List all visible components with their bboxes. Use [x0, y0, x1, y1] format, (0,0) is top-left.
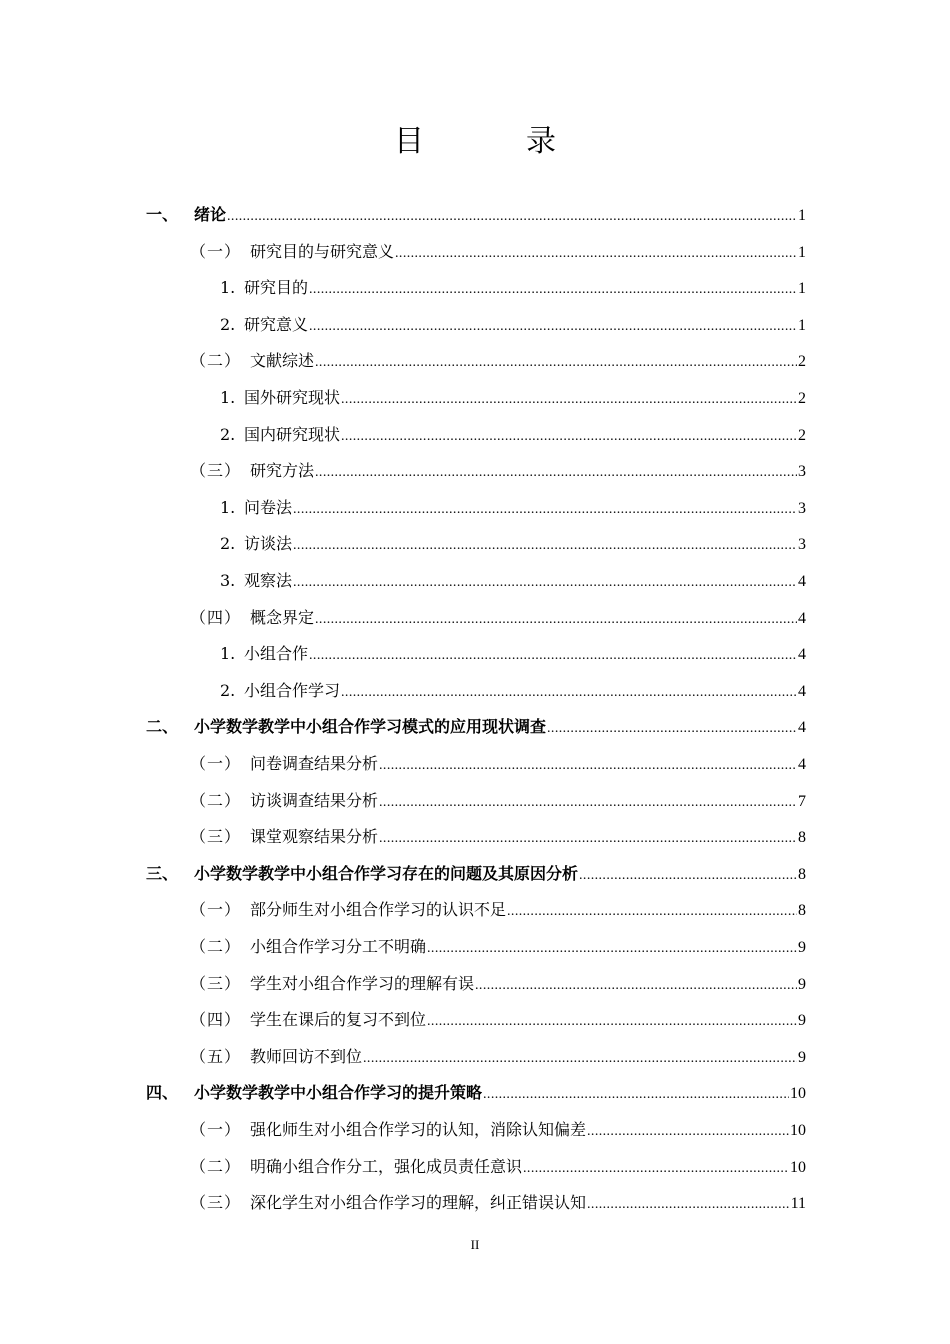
toc-entry[interactable]	[190, 897, 806, 923]
dot-leader	[293, 531, 797, 559]
dot-leader	[293, 495, 797, 523]
toc-entry-number: （一）	[190, 1120, 242, 1139]
toc-entry[interactable]	[220, 385, 806, 411]
toc-entry[interactable]	[220, 641, 806, 667]
toc-entry-page-number: 4	[798, 573, 806, 590]
toc-entry-page-number: 10	[790, 1159, 806, 1176]
toc-entry-title: 学生在课后的复习不到位	[250, 1010, 427, 1029]
toc-entry-page-number: 3	[798, 500, 806, 517]
toc-entry-page-number: 10	[790, 1122, 806, 1139]
toc-entry-title: 问卷调查结果分析	[250, 754, 379, 773]
dot-leader	[475, 971, 797, 999]
dot-leader	[341, 422, 797, 450]
dot-leader	[379, 788, 797, 816]
dot-leader	[547, 714, 797, 742]
toc-entry-number: 2.	[220, 534, 236, 553]
toc-entry[interactable]	[220, 275, 806, 301]
toc-entry-title: 绪论	[194, 205, 227, 224]
toc-entry-title: 研究方法	[250, 461, 315, 480]
toc-entry-number: 二、	[146, 717, 179, 736]
toc-entry-title: 小学数学教学中小组合作学习存在的问题及其原因分析	[194, 864, 579, 883]
toc-entry-page-number: 8	[798, 902, 806, 919]
toc-entry-number: 一、	[146, 205, 179, 224]
page-title: 目 录	[394, 124, 592, 159]
toc-entry-title: 国外研究现状	[244, 388, 341, 407]
dot-leader	[309, 275, 797, 303]
page-number: II	[470, 1237, 480, 1252]
toc-entry[interactable]	[190, 239, 806, 265]
dot-leader	[427, 1007, 797, 1035]
toc-entry-number: （二）	[190, 791, 242, 810]
toc-entry[interactable]	[220, 568, 806, 594]
toc-entry[interactable]	[190, 824, 806, 850]
toc-entry-number: 四、	[146, 1083, 179, 1102]
toc-entry[interactable]	[220, 312, 806, 338]
toc-entry-title: 小学数学教学中小组合作学习的提升策略	[194, 1083, 483, 1102]
toc-entry-title: 访谈法	[244, 534, 293, 553]
dot-leader	[315, 605, 797, 633]
toc-entry[interactable]	[146, 861, 806, 887]
toc-entry-title: 小组合作学习分工不明确	[250, 937, 427, 956]
toc-entry-page-number: 10	[790, 1085, 806, 1102]
toc-entry-title: 研究意义	[244, 315, 309, 334]
toc-entry-title: 教师回访不到位	[250, 1047, 363, 1066]
dot-leader	[507, 897, 797, 925]
toc-entry-number: （一）	[190, 900, 242, 919]
toc-entry-number: （一）	[190, 242, 242, 261]
toc-entry-number: （四）	[190, 608, 242, 627]
dot-leader	[379, 824, 797, 852]
toc-entry[interactable]	[190, 1044, 806, 1070]
toc-entry[interactable]	[146, 202, 806, 228]
dot-leader	[227, 202, 797, 230]
toc-entry-title: 强化师生对小组合作学习的认知，消除认知偏差	[250, 1120, 587, 1139]
toc-entry[interactable]	[146, 1080, 806, 1106]
toc-entry-number: 2.	[220, 315, 236, 334]
dot-leader	[427, 934, 797, 962]
dot-leader	[315, 348, 797, 376]
dot-leader	[341, 385, 797, 413]
toc-entry-page-number: 1	[798, 244, 806, 261]
toc-entry[interactable]	[220, 678, 806, 704]
toc-entry-page-number: 11	[790, 1195, 806, 1212]
toc-entry[interactable]	[190, 605, 806, 631]
toc-entry-title: 明确小组合作分工，强化成员责任意识	[250, 1157, 523, 1176]
toc-entry-title: 小学数学教学中小组合作学习模式的应用现状调查	[194, 717, 547, 736]
toc-entry-number: 2.	[220, 425, 236, 444]
dot-leader	[315, 458, 797, 486]
toc-entry-title: 访谈调查结果分析	[250, 791, 379, 810]
dot-leader	[483, 1080, 789, 1108]
toc-entry-number: （一）	[190, 754, 242, 773]
toc-entry[interactable]	[190, 458, 806, 484]
toc-entry-number: 3.	[220, 571, 236, 590]
dot-leader	[363, 1044, 797, 1072]
toc-entry-page-number: 2	[798, 427, 806, 444]
toc-entry-title: 部分师生对小组合作学习的认识不足	[250, 900, 507, 919]
toc-entry[interactable]	[190, 348, 806, 374]
toc-entry-page-number: 4	[798, 756, 806, 773]
toc-entry-number: （三）	[190, 1193, 242, 1212]
dot-leader	[293, 568, 797, 596]
toc-entry-number: （二）	[190, 351, 242, 370]
toc-entry[interactable]	[190, 971, 806, 997]
toc-entry-page-number: 9	[798, 1012, 806, 1029]
dot-leader	[379, 751, 797, 779]
toc-entry-page-number: 8	[798, 829, 806, 846]
toc-entry-number: 三、	[146, 864, 179, 883]
toc-entry-page-number: 4	[798, 646, 806, 663]
toc-entry-page-number: 9	[798, 1049, 806, 1066]
toc-entry-page-number: 7	[798, 793, 806, 810]
toc-entry-title: 问卷法	[244, 498, 293, 517]
toc-entry-page-number: 1	[798, 207, 806, 224]
toc-entry[interactable]	[190, 1117, 806, 1143]
toc-entry-number: （五）	[190, 1047, 242, 1066]
toc-entry[interactable]	[220, 531, 806, 557]
dot-leader	[309, 641, 797, 669]
toc-entry-page-number: 8	[798, 866, 806, 883]
toc-entry-page-number: 2	[798, 353, 806, 370]
dot-leader	[395, 239, 797, 267]
toc-entry[interactable]	[190, 751, 806, 777]
toc-entry-title: 研究目的	[244, 278, 309, 297]
toc-entry-title: 小组合作学习	[244, 681, 341, 700]
toc-entry-title: 小组合作	[244, 644, 309, 663]
dot-leader	[587, 1190, 790, 1218]
toc-entry-number: （三）	[190, 461, 242, 480]
toc-entry-page-number: 9	[798, 976, 806, 993]
toc-entry[interactable]	[190, 934, 806, 960]
dot-leader	[579, 861, 797, 889]
toc-entry-title: 国内研究现状	[244, 425, 341, 444]
toc-entry-page-number: 4	[798, 610, 806, 627]
toc-entry-page-number: 3	[798, 536, 806, 553]
toc-entry-title: 概念界定	[250, 608, 315, 627]
toc-entry[interactable]	[220, 495, 806, 521]
toc-entry-number: （三）	[190, 974, 242, 993]
toc-entry-number: 1.	[220, 278, 236, 297]
dot-leader	[523, 1154, 789, 1182]
toc-entry-title: 学生对小组合作学习的理解有误	[250, 974, 475, 993]
toc-entry[interactable]	[220, 422, 806, 448]
toc-entry-page-number: 9	[798, 939, 806, 956]
toc-entry-page-number: 3	[798, 463, 806, 480]
toc-entry-number: 1.	[220, 644, 236, 663]
toc-entry-title: 文献综述	[250, 351, 315, 370]
toc-entry-number: （三）	[190, 827, 242, 846]
dot-leader	[341, 678, 797, 706]
toc-entry-page-number: 4	[798, 683, 806, 700]
toc-entry-number: （二）	[190, 1157, 242, 1176]
toc-entry-title: 深化学生对小组合作学习的理解，纠正错误认知	[250, 1193, 587, 1212]
toc-entry[interactable]	[190, 788, 806, 814]
toc-entry[interactable]	[190, 1154, 806, 1180]
toc-entry-number: （二）	[190, 937, 242, 956]
toc-entry-number: 2.	[220, 681, 236, 700]
toc-entry-page-number: 2	[798, 390, 806, 407]
toc-entry-title: 研究目的与研究意义	[250, 242, 395, 261]
toc-entry-page-number: 1	[798, 280, 806, 297]
toc-entry-number: 1.	[220, 388, 236, 407]
toc-entry-title: 课堂观察结果分析	[250, 827, 379, 846]
toc-entry[interactable]	[190, 1190, 806, 1216]
toc-entry-page-number: 1	[798, 317, 806, 334]
toc-entry[interactable]	[190, 1007, 806, 1033]
dot-leader	[587, 1117, 789, 1145]
dot-leader	[309, 312, 797, 340]
toc-entry-page-number: 4	[798, 719, 806, 736]
toc-entry-number: 1.	[220, 498, 236, 517]
toc-entry-title: 观察法	[244, 571, 293, 590]
toc-entry[interactable]	[146, 714, 806, 740]
toc-entry-number: （四）	[190, 1010, 242, 1029]
